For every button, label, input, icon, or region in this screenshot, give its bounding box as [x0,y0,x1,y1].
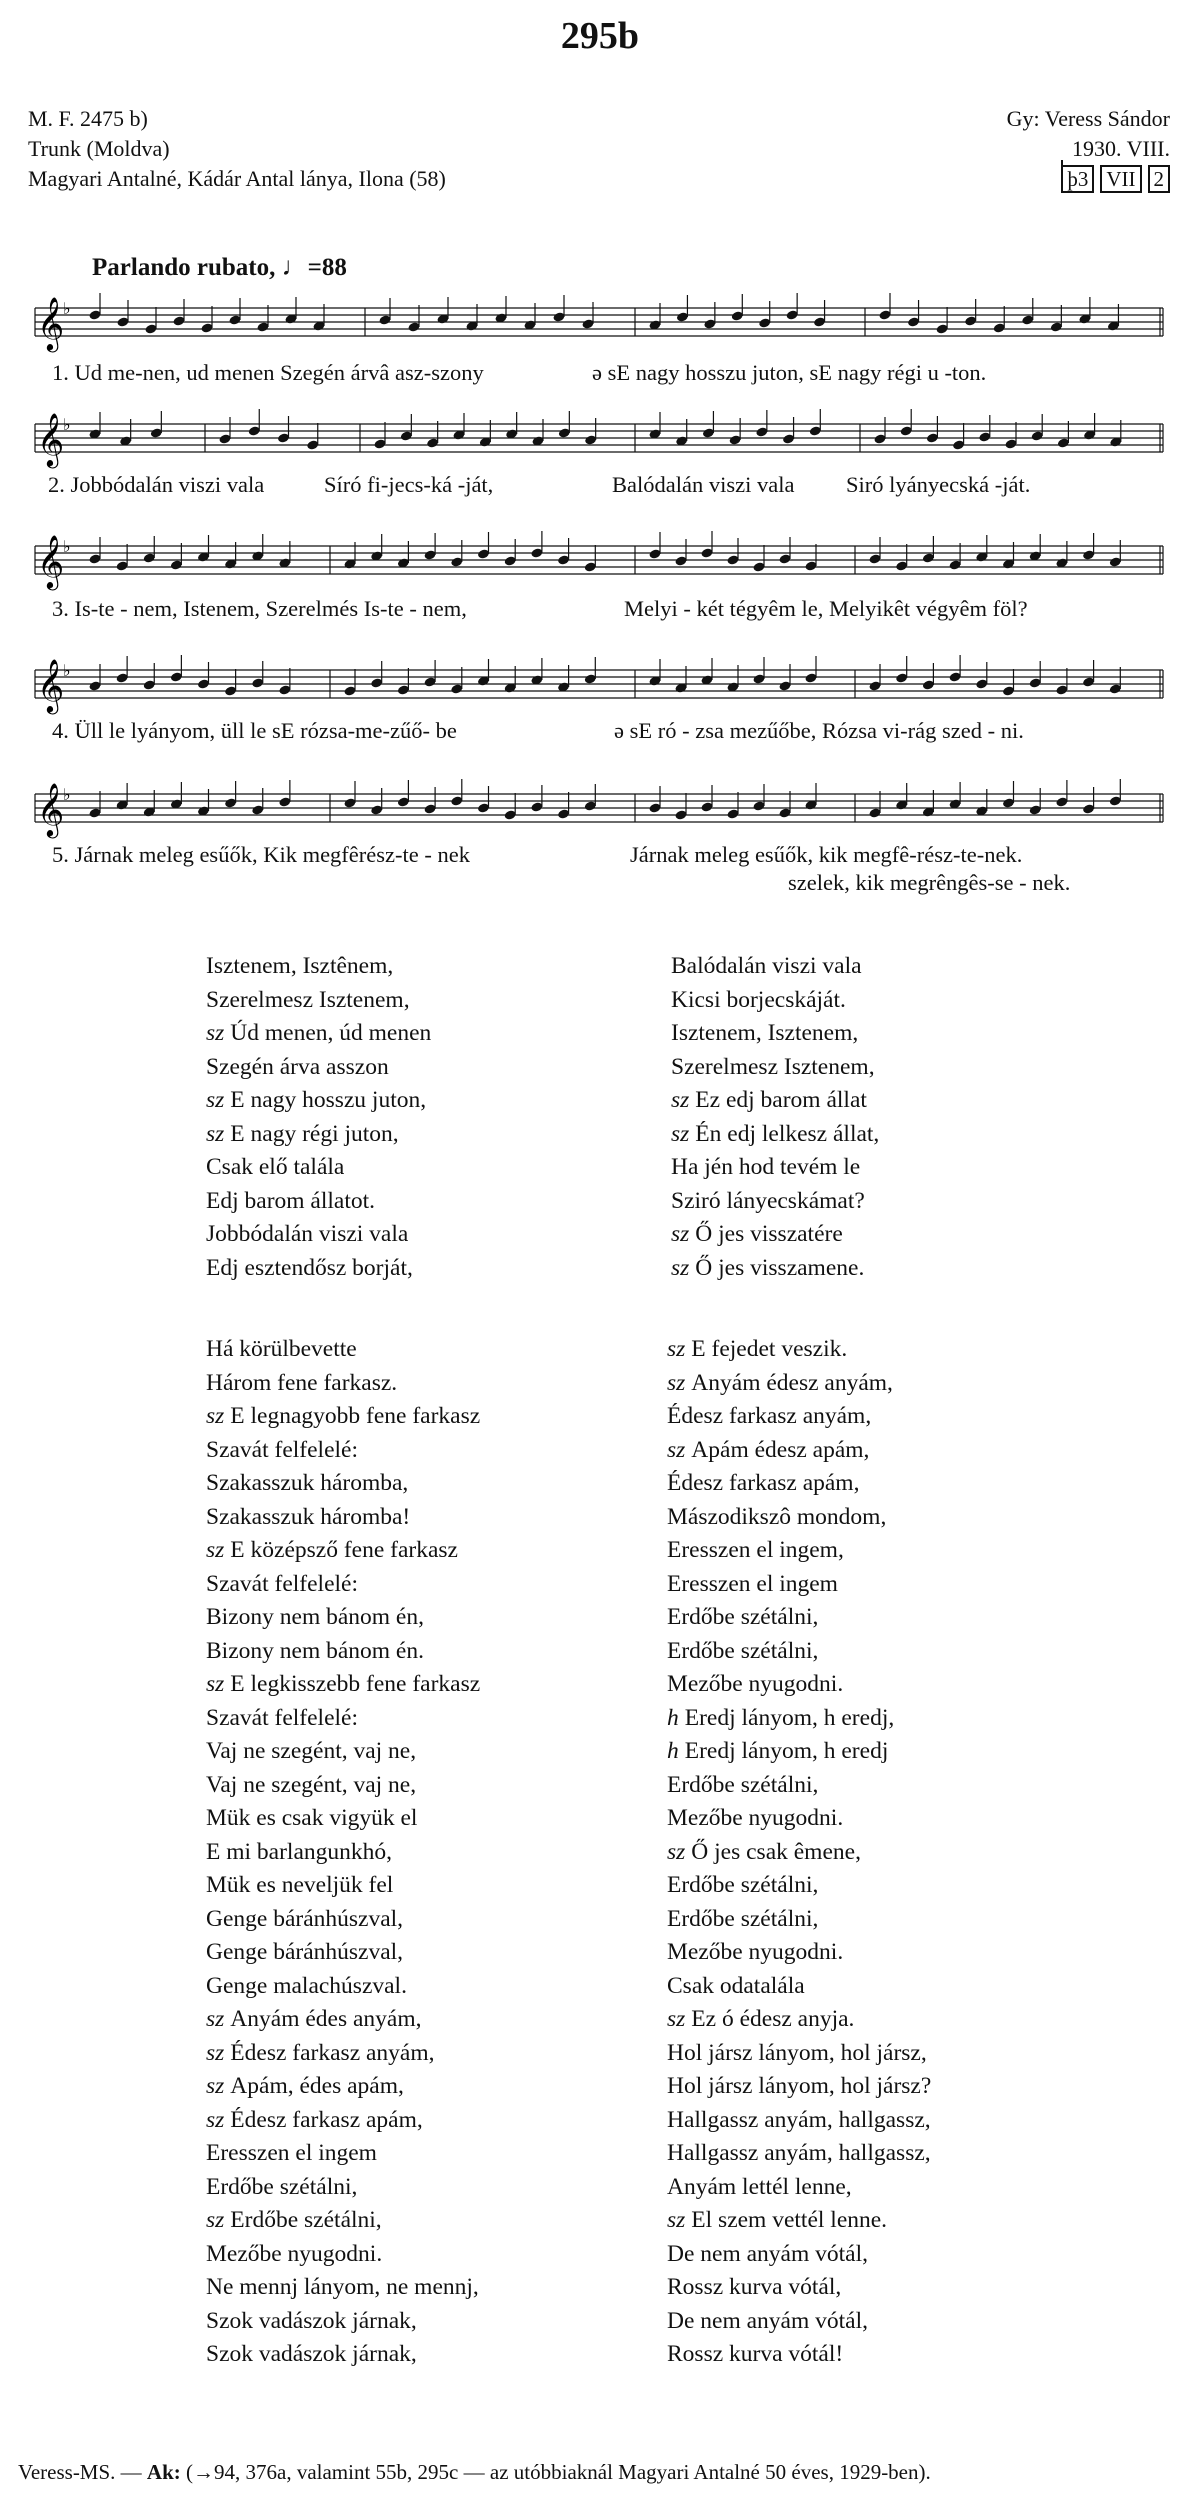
poem-line-text: Genge báránhúszval, [206,1905,404,1932]
poem-line-text: Vaj ne szegént, vaj ne, [206,1771,417,1798]
poem-line [206,1936,480,1970]
lyric-segment: Síró fi-jecs-ká -ját, [324,472,494,497]
poem-line [206,1501,480,1535]
poem-line [671,1185,879,1219]
poem-line [206,1769,480,1803]
poem-line-text: Erdőbe szétálni, [230,2207,382,2233]
classification-boxes [910,165,1170,193]
poem-line-text: Édesz farkasz anyám, [230,2039,435,2066]
quarter-note-icon: ♩ [281,252,308,281]
poem-line-text: Vaj ne szegént, vaj ne, [206,1738,417,1764]
poem-line-text: Csak odatalála [667,1972,805,1999]
class-box-1: þ3 [1061,165,1094,193]
performer-marker: h [667,1704,679,1731]
performer-marker: sz [206,1537,225,1563]
poem-line [667,2338,931,2372]
treble-clef-icon: 𝄞 [37,782,65,836]
poem-line [206,984,431,1018]
performer-marker: sz [667,1436,686,1463]
poem-line [667,1333,931,1367]
lyric-segment: 5. Járnak meleg esűők, Kik megfêrész-te - nek [52,842,470,867]
poem-line-text: Mezőbe nyugodni. [667,1939,844,1965]
music-staff [35,412,1165,466]
staff-svg [35,782,1165,836]
lyric-segment: Siró lyányecská -ját. [846,472,1031,497]
poem-line [206,1218,431,1252]
performer-marker: sz [667,2006,686,2032]
flat-icon: ♭ [63,785,71,804]
poem-line-text: E nagy hosszu juton, [230,1087,427,1113]
poem-line-text: Apám édesz apám, [691,1436,870,1463]
poem-line-text: Ez edj barom állat [695,1087,867,1113]
poem-line-text: Eresszen el ingem [206,2140,377,2166]
tempo-text: Parlando rubato, [92,254,276,281]
poem-line [671,1252,879,1286]
staff-svg [35,296,1165,350]
poem-line [206,1836,480,1870]
performer-marker: sz [667,1369,686,1396]
poem-line-text: Genge malachúszval. [206,1972,407,1999]
lyric-segment: 2. Jobbódalán viszi vala [48,472,265,497]
lyric-segment: Járnak meleg esűők, kik megfê-rész-te-nek. [630,842,1023,867]
poem-line [667,1802,931,1836]
treble-clef-icon: 𝄞 [37,412,65,466]
poem-line-text: Rossz kurva vótál! [667,2341,844,2367]
poem-right-column-2 [667,1333,931,2372]
poem-line [667,1903,931,1937]
location: Trunk (Moldva) [28,136,170,161]
poem-line-text: Erdőbe szétálni, [667,1604,819,1630]
poem-line [667,2204,931,2238]
poem-line [667,1668,931,1702]
poem-line-text: Szerelmesz Isztenem, [671,1053,875,1080]
poem-line [667,1970,931,2004]
poem-line [206,950,431,984]
treble-clef-icon: 𝄞 [37,534,65,588]
poem-line [206,1635,480,1669]
poem-line [667,1501,931,1535]
class-box-2: VII [1100,165,1141,193]
poem-line [667,1568,931,1602]
poem-line [667,2305,931,2339]
poem-line-text: Apám, édes apám, [230,2073,404,2099]
poem-line [667,1836,931,1870]
poem-line-text: Genge báránhúszval, [206,1939,404,1965]
performer-marker: sz [671,1120,690,1147]
poem-line-text: Erdőbe szétálni, [667,1872,819,1898]
staff-svg [35,658,1165,712]
performer-marker: sz [667,1336,686,1362]
poem-line-text: Anyám lettél lenne, [667,2173,852,2200]
poem-line [206,1434,480,1468]
poem-line [206,2271,480,2305]
poem-line [206,2338,480,2372]
catalog-number: M. F. 2475 b) [28,106,148,131]
poem-line-text: E mi barlangunkhó, [206,1838,393,1865]
poem-line-text: Szok vadászok járnak, [206,2341,417,2367]
poem-line [667,2003,931,2037]
performer-marker: sz [671,1221,690,1247]
poem-line-text: Szegén árva asszon [206,1053,389,1080]
footer-text: (→94, 376a, valamint 55b, 295c — az utóbbiaknál Magyari Antalné 50 éves, 1929-ben). [180,2460,931,2484]
footer-label: Ak: [146,2460,181,2484]
lyric-segment: Balódalán viszi vala [612,472,795,497]
music-staff [35,296,1165,350]
poem-line-text: Mezőbe nyugodni. [667,1805,844,1831]
poem-line [206,1668,480,1702]
poem-line [667,1534,931,1568]
poem-line-text: Édesz farkasz apám, [230,2106,423,2133]
poem-line [206,1367,480,1401]
collector: Gy: Veress Sándor [1006,106,1170,131]
performer-marker: sz [667,1838,686,1865]
performer-marker: sz [206,2006,225,2032]
poem-line [206,1151,431,1185]
poem-line-text: Ha jén hod tevém le [671,1154,861,1180]
poem-line-text: Erdőbe szétálni, [667,1771,819,1798]
poem-line-text: Erdőbe szétálni, [206,2173,358,2200]
poem-line [667,1869,931,1903]
performer-marker: sz [206,1671,225,1697]
poem-line-text: Mezőbe nyugodni. [667,1671,844,1697]
poem-line [206,1702,480,1736]
poem-line-text: Mük es csak vigyük el [206,1805,418,1831]
poem-line [667,2137,931,2171]
poem-line [206,1084,431,1118]
poem-line [206,1802,480,1836]
poem-line [667,1400,931,1434]
poem-line [667,1367,931,1401]
performer-marker: sz [667,2207,686,2233]
poem-line-text: Ő jes csak êmene, [691,1838,861,1865]
poem-line [206,1903,480,1937]
poem-line-text: Erdőbe szétálni, [667,1637,819,1664]
poem-line [671,1118,879,1152]
poem-line [206,1017,431,1051]
poem-line-text: Szavát felfelelé: [206,1436,359,1463]
poem-line-text: Ő jes visszatére [695,1221,843,1247]
poem-line [206,1601,480,1635]
music-staff [35,534,1165,588]
poem-line [206,1051,431,1085]
footer-prefix: Veress-MS. — [18,2460,147,2484]
poem-line-text: Csak elő talála [206,1154,345,1180]
poem-line [206,2204,480,2238]
poem-line [667,1635,931,1669]
music-staff [35,782,1165,836]
poem-line-text: E legkisszebb fene farkasz [230,1671,481,1697]
poem-line-text: Mük es neveljük fel [206,1872,394,1898]
poem-line-text: Jobbódalán viszi vala [206,1221,409,1247]
page-number: 295b [560,15,640,57]
poem-line-text: Anyám édes anyám, [230,2006,422,2032]
poem-line-text: E legnagyobb fene farkasz [230,1403,481,1429]
staff-svg [35,412,1165,466]
poem-line-text: Három fene farkasz. [206,1369,398,1396]
poem-line [667,2238,931,2272]
poem-line [667,2171,931,2205]
poem-line-text: Rossz kurva vótál, [667,2274,842,2300]
poem-line-text: Bizony nem bánom én, [206,1604,424,1630]
poem-line-text: Bizony nem bánom én. [206,1637,424,1664]
poem-right-column-1 [671,950,879,1285]
poem-line-text: E fejedet veszik. [691,1336,848,1362]
performer-marker: sz [206,1087,225,1113]
poem-line [206,2104,480,2138]
poem-line [671,1017,879,1051]
poem-line-text: Szakasszuk háromba! [206,1503,411,1530]
poem-line-text: Hol jársz lányom, hol jársz, [667,2039,927,2066]
poem-line-text: Szok vadászok járnak, [206,2307,417,2334]
poem-line-text: De nem anyám vótál, [667,2240,868,2267]
class-box-3: 2 [1148,165,1171,193]
lyric-segment: 4. Üll le lyányom, üll le sE rózsa-me-zűő- be [52,718,457,743]
tempo-bpm: =88 [307,254,347,281]
poem-line [206,1534,480,1568]
poem-line [206,2171,480,2205]
lyric-segment: ə sE nagy hosszu juton, sE nagy régi u -ton. [592,360,987,385]
poem-line-text: Balódalán viszi vala [671,953,862,979]
poem-line [667,2104,931,2138]
poem-line [206,2137,480,2171]
poem-line [206,1467,480,1501]
poem-line-text: Hallgassz anyám, hallgassz, [667,2140,931,2166]
flat-icon: ♭ [63,415,71,434]
poem-line [667,1434,931,1468]
performer-marker: sz [206,2207,225,2233]
performer-marker: sz [206,1020,225,1046]
poem-line [667,1735,931,1769]
poem-line-text: Szakasszuk háromba, [206,1470,409,1496]
performer-marker: sz [206,2073,225,2099]
poem-line-text: Kicsi borjecskáját. [671,986,846,1013]
poem-line [667,1601,931,1635]
poem-line [667,1769,931,1803]
poem-line-text: Edj barom állatot. [206,1187,376,1214]
poem-line-text: Úd menen, úd menen [230,1020,432,1046]
flat-icon: ♭ [63,299,71,318]
staff-svg [35,534,1165,588]
poem-line [206,1735,480,1769]
flat-icon: ♭ [63,537,71,556]
poem-line [206,1185,431,1219]
poem-line-text: Erdőbe szétálni, [667,1905,819,1932]
poem-line-text: Sziró lányecskámat? [671,1187,865,1214]
poem-line [667,2037,931,2071]
poem-line-text: E nagy régi juton, [230,1120,399,1147]
poem-left-column-1 [206,950,431,1285]
poem-line [671,950,879,984]
poem-line-text: Anyám édesz anyám, [691,1369,893,1396]
performer-marker: sz [206,2106,225,2133]
performer-marker: sz [206,1403,225,1429]
poem-line-text: Édesz farkasz anyám, [667,1403,872,1429]
flat-icon: ♭ [63,661,71,680]
poem-line-text: Eresszen el ingem [667,1570,838,1597]
performer-marker: sz [206,1120,225,1147]
poem-line [671,1218,879,1252]
tempo-marking [92,252,347,282]
collection-date: 1930. VIII. [1072,136,1170,161]
poem-line-text: Isztenem, Isztenem, [671,1020,859,1046]
footer-note [18,2460,931,2485]
treble-clef-icon: 𝄞 [37,658,65,712]
poem-line [667,2271,931,2305]
poem-line-text: Szavát felfelelé: [206,1704,359,1731]
poem-left-column-2 [206,1333,480,2372]
performer-marker: h [667,1738,679,1764]
poem-line [206,2003,480,2037]
poem-line-text: Szavát felfelelé: [206,1570,359,1597]
lyric-segment: Melyi - két tégyêm le, Melyikêt végyêm föl? [624,596,1028,621]
lyric-alt-line: szelek, kik megrêngês-se - nek. [788,870,1071,895]
lyric-segment: ə sE ró - zsa mezűőbe, Rózsa vi-rág szed - ni. [614,718,1024,743]
poem-line [206,2070,480,2104]
poem-line [667,1467,931,1501]
poem-line-text: Há körülbevette [206,1336,357,1362]
poem-line [206,1118,431,1152]
poem-line [206,1400,480,1434]
performer-marker: sz [206,2039,225,2066]
poem-line-text: Ne mennj lányom, ne mennj, [206,2274,479,2300]
poem-line-text: Isztenem, Isztênem, [206,953,394,979]
poem-line-text: Hallgassz anyám, hallgassz, [667,2106,931,2133]
poem-line [671,1051,879,1085]
lyric-segment: 1. Ud me-nen, ud menen Szegén árvâ asz-szony [52,360,484,385]
poem-line-text: Eredj lányom, h eredj [684,1738,889,1764]
poem-line [667,1936,931,1970]
informant: Magyari Antalné, Kádár Antal lánya, Ilona (58) [28,166,446,191]
poem-line-text: Ő jes visszamene. [695,1254,865,1281]
poem-line-text: Szerelmesz Isztenem, [206,986,410,1013]
collector-metadata [910,104,1170,193]
poem-line [206,2305,480,2339]
poem-line [671,984,879,1018]
poem-line [206,1568,480,1602]
poem-line-text: Mezőbe nyugodni. [206,2240,383,2267]
poem-line [206,1252,431,1286]
poem-line [667,1702,931,1736]
poem-line-text: Ez ó édesz anyja. [691,2006,855,2032]
poem-line [206,2037,480,2071]
treble-clef-icon: 𝄞 [37,296,65,350]
poem-line [206,1869,480,1903]
poem-line [667,2070,931,2104]
poem-line [206,2238,480,2272]
poem-line [206,1333,480,1367]
poem-line-text: Eredj lányom, h eredj, [684,1704,895,1731]
poem-line-text: E középsző fene farkasz [230,1537,458,1563]
poem-line [671,1151,879,1185]
poem-line [671,1084,879,1118]
poem-line-text: Eresszen el ingem, [667,1537,844,1563]
poem-line-text: Édesz farkasz apám, [667,1470,860,1496]
performer-marker: sz [671,1254,690,1281]
music-staff [35,658,1165,712]
poem-line-text: De nem anyám vótál, [667,2307,868,2334]
poem-line-text: Mászodikszô mondom, [667,1503,887,1530]
source-metadata [28,104,446,194]
performer-marker: sz [671,1087,690,1113]
poem-line-text: Edj esztendősz borját, [206,1254,413,1281]
poem-line-text: Én edj lelkesz állat, [695,1120,880,1147]
poem-line-text: El szem vettél lenne. [691,2207,888,2233]
lyric-segment: 3. Is-te - nem, Istenem, Szerelmés Is-te - nem, [52,596,467,621]
poem-line-text: Hol jársz lányom, hol jársz? [667,2073,932,2099]
poem-line [206,1970,480,2004]
